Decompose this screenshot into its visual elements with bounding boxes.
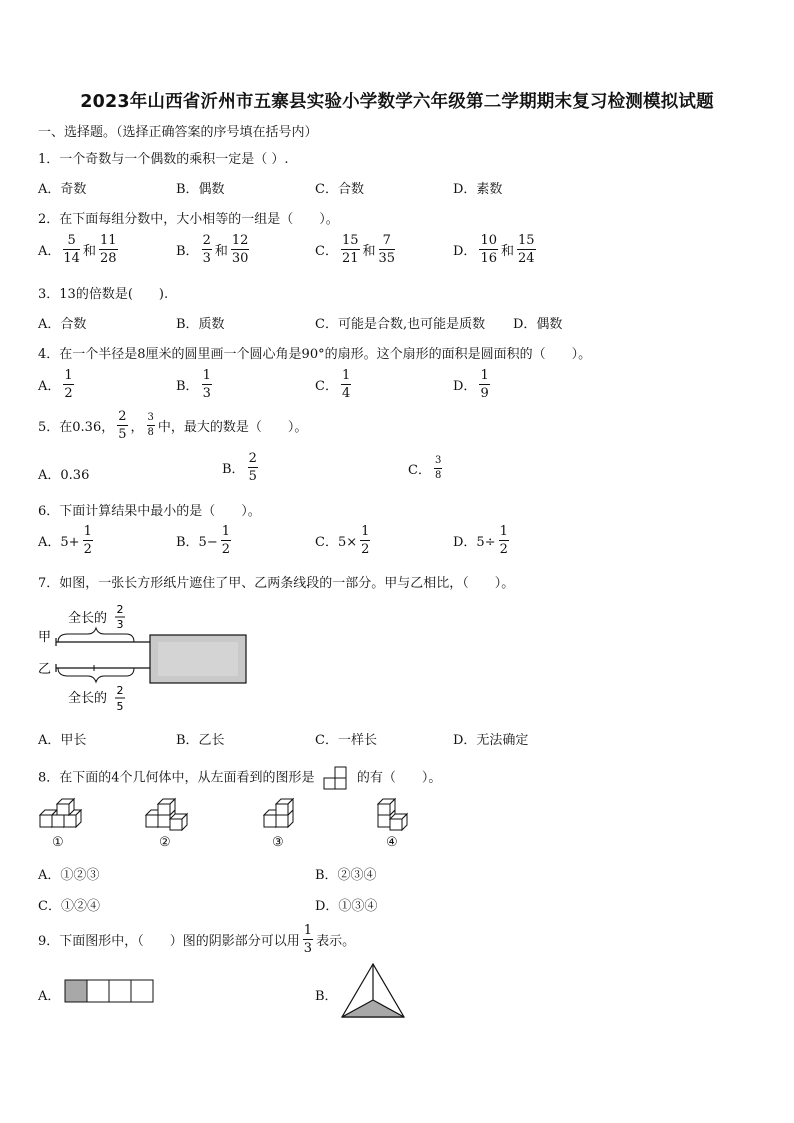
page-title: 2023年山西省沂州市五寨县实验小学数学六年级第二学期期末复习检测模拟试题 xyxy=(80,92,714,112)
question-4-stem: 4．在一个半径是8厘米的圆里画一个圆心角是90°的扇形。这个扇形的面积是圆面积的（ ）。 xyxy=(38,347,592,362)
solid-figure-3 xyxy=(262,797,312,837)
q5-option-a[interactable]: A．0.36 xyxy=(38,468,90,483)
option-label: D．5÷ xyxy=(453,535,496,550)
option-label: A． xyxy=(38,244,61,259)
fraction: $\frac{12}{30}$ xyxy=(231,233,249,266)
q6-option-b[interactable] xyxy=(176,525,232,556)
q2-option-c[interactable] xyxy=(315,234,396,265)
fraction: $\frac{3}{8}$ xyxy=(434,455,442,481)
stem-text: 8．在下面的4个几何体中，从左面看到的图形是 xyxy=(38,770,315,786)
q8-option-c[interactable]: C．①②④ xyxy=(38,899,100,914)
top-label: 全长的 xyxy=(68,611,108,626)
segment-diagram-svg xyxy=(38,598,258,718)
fraction: $\frac{11}{28}$ xyxy=(99,233,117,266)
fraction: $\frac{15}{24}$ xyxy=(518,233,535,266)
q7-option-b[interactable]: B．乙长 xyxy=(176,733,225,748)
q5-option-c[interactable] xyxy=(408,456,443,481)
q8-option-a[interactable]: A．①②③ xyxy=(38,868,100,883)
fraction: $\frac{2}{3}$ xyxy=(202,233,211,266)
q9-figure-b xyxy=(340,962,406,1024)
option-label: B． xyxy=(176,244,199,259)
figure-label-2: ② xyxy=(159,835,171,850)
bottom-frac-den: 5 xyxy=(116,700,124,713)
q8-option-d[interactable]: D．①③④ xyxy=(315,899,378,914)
paper-texture xyxy=(158,642,238,676)
section-heading: 一、选择题。（选择正确答案的序号填在括号内） xyxy=(38,125,318,140)
and-text: 和 xyxy=(214,244,228,259)
left-view-shape-icon xyxy=(323,766,349,790)
and-text: 和 xyxy=(362,244,376,259)
q7-option-a[interactable]: A．甲长 xyxy=(38,733,87,748)
option-label: B． xyxy=(222,462,245,477)
q9-option-b[interactable]: B． xyxy=(315,989,338,1004)
q6-option-a[interactable] xyxy=(38,525,94,556)
q4-option-b[interactable] xyxy=(176,369,213,400)
q2-option-b[interactable] xyxy=(176,234,250,265)
option-label: C． xyxy=(315,244,338,259)
q3-option-c[interactable]: C．可能是合数,也可能是质数 xyxy=(315,317,486,332)
q6-option-c[interactable] xyxy=(315,525,371,556)
fraction: $\frac{1}{2}$ xyxy=(64,368,73,401)
question-5-stem xyxy=(38,410,307,441)
question-9-stem xyxy=(38,924,355,955)
q9-option-a[interactable]: A． xyxy=(38,989,61,1004)
fraction: $\frac{1}{2}$ xyxy=(221,524,230,557)
bottom-label: 全长的 xyxy=(68,691,108,706)
figure-label-4: ④ xyxy=(386,835,398,850)
question-1-stem: 1．一个奇数与一个偶数的乘积一定是（ ）. xyxy=(38,152,289,167)
segment-diagram xyxy=(38,598,258,718)
q4-option-d[interactable] xyxy=(453,369,491,400)
top-frac-den: 3 xyxy=(116,618,124,631)
q8-option-b[interactable]: B．②③④ xyxy=(315,868,377,883)
q3-option-d[interactable]: D．偶数 xyxy=(513,317,563,332)
q5-option-b[interactable] xyxy=(222,452,259,483)
q6-option-d[interactable] xyxy=(453,525,510,556)
fraction: $\frac{1}{9}$ xyxy=(480,368,489,401)
q4-option-a[interactable] xyxy=(38,369,75,400)
cube-stack-icon xyxy=(144,797,194,833)
option-label: C．5× xyxy=(315,535,358,550)
yi-label: 乙 xyxy=(38,662,52,677)
fraction: $\frac{15}{21}$ xyxy=(341,233,359,266)
q4-option-c[interactable] xyxy=(315,369,352,400)
figure-label-3: ③ xyxy=(272,835,284,850)
q9-figure-a xyxy=(64,979,156,1009)
question-2-stem: 2．在下面每组分数中，大小相等的一组是（ ）。 xyxy=(38,212,339,227)
q1-option-c[interactable]: C．合数 xyxy=(315,182,364,197)
fraction: $\frac{1}{4}$ xyxy=(341,368,351,401)
stem-text: 表示。 xyxy=(316,934,356,949)
q7-option-c[interactable]: C．一样长 xyxy=(315,733,377,748)
fraction: $\frac{2}{5}$ xyxy=(248,451,257,484)
option-label: C． xyxy=(315,379,338,394)
fraction: $\frac{10}{16}$ xyxy=(480,233,497,266)
question-7-stem: 7．如图，一张长方形纸片遮住了甲、乙两条线段的一部分。甲与乙相比，（ ）。 xyxy=(38,576,515,591)
fraction: $\frac{1}{2}$ xyxy=(361,524,370,557)
stem-text: 的有（ ）。 xyxy=(356,770,442,786)
fraction: $\frac{1}{2}$ xyxy=(499,524,508,557)
fraction: $\frac{1}{2}$ xyxy=(83,524,92,557)
jia-label: 甲 xyxy=(38,630,52,645)
q1-option-d[interactable]: D．素数 xyxy=(453,182,503,197)
stem-text: 中，最大的数是（ ）。 xyxy=(157,420,308,435)
bottom-frac-num: 2 xyxy=(116,684,124,697)
solid-figure-4 xyxy=(376,797,426,837)
fraction: $\frac{3}{8}$ xyxy=(147,412,154,438)
stem-text: 5．在0.36， xyxy=(38,420,115,435)
and-text: 和 xyxy=(500,244,514,259)
fraction: $\frac{1}{3}$ xyxy=(303,923,313,956)
question-6-stem: 6．下面计算结果中最小的是（ ）。 xyxy=(38,504,261,519)
and-text: 和 xyxy=(82,244,96,259)
q2-option-d[interactable] xyxy=(453,234,537,265)
fraction: $\frac{5}{14}$ xyxy=(63,233,80,266)
fraction: $\frac{7}{35}$ xyxy=(378,233,396,266)
shaded-bar-icon xyxy=(64,979,156,1005)
q2-option-a[interactable] xyxy=(38,234,119,265)
cube-stack-icon xyxy=(262,797,312,833)
solid-figure-2 xyxy=(144,797,194,837)
q1-option-a[interactable]: A．奇数 xyxy=(38,182,87,197)
option-label: B． xyxy=(176,379,199,394)
option-label: D． xyxy=(453,244,477,259)
cube-stack-icon xyxy=(376,797,426,833)
solid-figure-1 xyxy=(38,797,88,837)
separator: ， xyxy=(130,420,144,435)
option-label: A．5+ xyxy=(38,535,80,550)
option-label: D． xyxy=(453,379,477,394)
top-frac-num: 2 xyxy=(116,603,124,616)
cube-stack-icon xyxy=(38,797,88,833)
question-3-stem: 3．13的倍数是( ). xyxy=(38,287,169,302)
shaded-triangle-icon xyxy=(340,962,406,1020)
fraction: $\frac{2}{5}$ xyxy=(118,409,127,442)
option-label: B．5− xyxy=(176,535,218,550)
bottom-brace xyxy=(58,668,134,682)
q7-option-d[interactable]: D．无法确定 xyxy=(453,733,529,748)
option-label: A． xyxy=(38,379,61,394)
figure-label-1: ① xyxy=(52,835,64,850)
stem-text: 9．下面图形中，（ ）图的阴影部分可以用 xyxy=(38,934,300,949)
q3-option-b[interactable]: B．质数 xyxy=(176,317,225,332)
fraction: $\frac{1}{3}$ xyxy=(202,368,211,401)
option-label: C． xyxy=(408,463,431,478)
q3-option-a[interactable]: A．合数 xyxy=(38,317,87,332)
q1-option-b[interactable]: B．偶数 xyxy=(176,182,225,197)
question-8-stem xyxy=(38,766,441,790)
